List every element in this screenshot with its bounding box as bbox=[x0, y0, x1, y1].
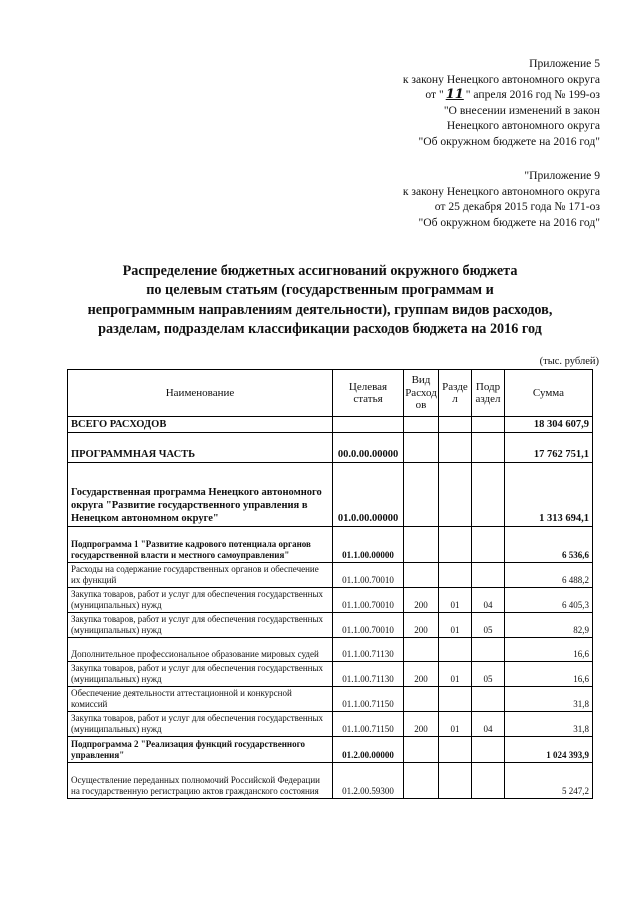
cell-sum: 1 024 393,9 bbox=[505, 737, 593, 763]
cell-target: 01.1.00.00000 bbox=[333, 527, 404, 563]
cell-target: 00.0.00.00000 bbox=[333, 433, 404, 463]
header-section: Разде л bbox=[439, 370, 472, 417]
table-row bbox=[68, 712, 593, 737]
cell-target: 01.2.00.00000 bbox=[333, 737, 404, 763]
cell-expense-type bbox=[404, 737, 439, 763]
cell-expense-type bbox=[404, 417, 439, 433]
cell-name: ВСЕГО РАСХОДОВ bbox=[68, 417, 333, 433]
cell-target: 01.1.00.70010 bbox=[333, 563, 404, 588]
cell-sum: 18 304 607,9 bbox=[505, 417, 593, 433]
cell-name: Закупка товаров, работ и услуг для обеспечения государственных (муниципальных) нужд bbox=[68, 662, 333, 687]
table-row bbox=[68, 687, 593, 712]
cell-sum: 6 536,6 bbox=[505, 527, 593, 563]
title-line2: по целевым статьям (государственным программам и bbox=[146, 282, 494, 299]
table-row bbox=[68, 563, 593, 588]
table-row bbox=[68, 763, 593, 799]
cell-expense-type bbox=[404, 638, 439, 662]
cell-section bbox=[439, 417, 472, 433]
appendix-9-header bbox=[403, 168, 600, 230]
appendix-5-line4: "О внесении изменений в закон bbox=[443, 103, 600, 117]
cell-sum: 17 762 751,1 bbox=[505, 433, 593, 463]
cell-name: Осуществление переданных полномочий Российской Федерации на государственную регистрацию актов гражданского состояния bbox=[68, 763, 333, 799]
title-line1: Распределение бюджетных ассигнований окружного бюджета bbox=[122, 263, 518, 279]
table-row bbox=[68, 662, 593, 687]
table-row bbox=[68, 433, 593, 463]
cell-subsection bbox=[472, 737, 505, 763]
cell-expense-type: 200 bbox=[404, 613, 439, 638]
cell-sum: 31,8 bbox=[505, 712, 593, 737]
cell-section bbox=[439, 638, 472, 662]
cell-subsection bbox=[472, 527, 505, 563]
cell-section bbox=[439, 433, 472, 463]
cell-sum: 1 313 694,1 bbox=[505, 463, 593, 527]
cell-name: Закупка товаров, работ и услуг для обеспечения государственных (муниципальных) нужд bbox=[68, 712, 333, 737]
appendix-5-line2: к закону Ненецкого автономного округа bbox=[402, 72, 600, 86]
cell-subsection bbox=[472, 433, 505, 463]
cell-target: 01.1.00.71130 bbox=[333, 638, 404, 662]
cell-name: Закупка товаров, работ и услуг для обеспечения государственных (муниципальных) нужд bbox=[68, 588, 333, 613]
units-label: (тыс. рублей) bbox=[539, 356, 599, 367]
cell-sum: 5 247,2 bbox=[505, 763, 593, 799]
appendix-5-header bbox=[403, 56, 600, 149]
cell-expense-type: 200 bbox=[404, 588, 439, 613]
cell-expense-type: 200 bbox=[404, 662, 439, 687]
cell-sum: 6 405,3 bbox=[505, 588, 593, 613]
appendix-9-line1: "Приложение 9 bbox=[524, 169, 600, 182]
cell-target: 01.1.00.70010 bbox=[333, 613, 404, 638]
cell-sum: 82,9 bbox=[505, 613, 593, 638]
header-subsection: Подр аздел bbox=[472, 370, 505, 417]
cell-name: ПРОГРАММНАЯ ЧАСТЬ bbox=[68, 433, 333, 463]
cell-name: Подпрограмма 1 "Развитие кадрового потенциала органов государственной власти и местного самоуправления" bbox=[68, 527, 333, 563]
cell-expense-type bbox=[404, 687, 439, 712]
table-body bbox=[68, 417, 593, 799]
header-sum: Сумма bbox=[505, 370, 593, 417]
cell-subsection: 04 bbox=[472, 712, 505, 737]
cell-section: 01 bbox=[439, 613, 472, 638]
cell-section bbox=[439, 527, 472, 563]
appendix-9-line2: к закону Ненецкого автономного округа bbox=[402, 184, 600, 198]
cell-expense-type bbox=[404, 463, 439, 527]
cell-name: Обеспечение деятельности аттестационной и конкурсной комиссий bbox=[68, 687, 333, 712]
cell-name: Дополнительное профессиональное образование мировых судей bbox=[68, 638, 333, 662]
cell-expense-type bbox=[404, 527, 439, 563]
cell-section bbox=[439, 737, 472, 763]
cell-target: 01.2.00.59300 bbox=[333, 763, 404, 799]
cell-section bbox=[439, 463, 472, 527]
table-row bbox=[68, 638, 593, 662]
cell-subsection bbox=[472, 687, 505, 712]
cell-section bbox=[439, 687, 472, 712]
cell-name: Подпрограмма 2 "Реализация функций государственного управления" bbox=[68, 737, 333, 763]
cell-expense-type bbox=[404, 563, 439, 588]
cell-sum: 16,6 bbox=[505, 638, 593, 662]
title-line3: непрограммным направлениям деятельности), группам видов расходов, bbox=[87, 301, 553, 318]
cell-target: 01.1.00.70010 bbox=[333, 588, 404, 613]
appendix-5-line1: Приложение 5 bbox=[529, 57, 600, 70]
cell-section: 01 bbox=[439, 712, 472, 737]
table-header-row bbox=[68, 370, 593, 417]
document-title bbox=[40, 262, 600, 339]
cell-subsection bbox=[472, 638, 505, 662]
header-name: Наименование bbox=[68, 370, 333, 417]
cell-name: Расходы на содержание государственных органов и обеспечение их функций bbox=[68, 563, 333, 588]
table-row bbox=[68, 463, 593, 527]
table-row bbox=[68, 737, 593, 763]
appendix-5-line5: Ненецкого автономного округа bbox=[446, 119, 600, 132]
appendix-5-line3-prefix: от " bbox=[425, 88, 444, 101]
cell-target: 01.1.00.71150 bbox=[333, 712, 404, 737]
header-target: Целевая статья bbox=[333, 370, 404, 417]
appendix-9-line3: от 25 декабря 2015 года № 171-оз bbox=[434, 200, 600, 213]
cell-name: Государственная программа Ненецкого автономного округа "Развитие государственного управления в Ненецком автономном округе" bbox=[68, 463, 333, 527]
table-row bbox=[68, 588, 593, 613]
appendix-5-line3 bbox=[403, 87, 600, 103]
table-row bbox=[68, 613, 593, 638]
appendix-9-line4: "Об окружном бюджете на 2016 год" bbox=[418, 215, 600, 229]
cell-name: Закупка товаров, работ и услуг для обеспечения государственных (муниципальных) нужд bbox=[68, 613, 333, 638]
cell-subsection: 04 bbox=[472, 588, 505, 613]
cell-section: 01 bbox=[439, 588, 472, 613]
table-row bbox=[68, 527, 593, 563]
cell-subsection bbox=[472, 763, 505, 799]
header-expense-type: Вид Расход ов bbox=[404, 370, 439, 417]
cell-expense-type bbox=[404, 433, 439, 463]
appendix-5-line3-suffix: " апреля 2016 год № 199-оз bbox=[465, 88, 600, 101]
cell-section: 01 bbox=[439, 662, 472, 687]
cell-subsection bbox=[472, 417, 505, 433]
cell-subsection: 05 bbox=[472, 613, 505, 638]
title-line4: разделам, подразделам классификации расходов бюджета на 2016 год bbox=[98, 320, 542, 337]
cell-expense-type bbox=[404, 763, 439, 799]
cell-target: 01.1.00.71130 bbox=[333, 662, 404, 687]
cell-subsection bbox=[472, 563, 505, 588]
cell-sum: 6 488,2 bbox=[505, 563, 593, 588]
cell-sum: 31,8 bbox=[505, 687, 593, 712]
cell-section bbox=[439, 763, 472, 799]
cell-target: 01.1.00.71150 bbox=[333, 687, 404, 712]
cell-subsection bbox=[472, 463, 505, 527]
cell-subsection: 05 bbox=[472, 662, 505, 687]
cell-target: 01.0.00.00000 bbox=[333, 463, 404, 527]
cell-expense-type: 200 bbox=[404, 712, 439, 737]
cell-sum: 16,6 bbox=[505, 662, 593, 687]
table-row bbox=[68, 417, 593, 433]
appendix-5-handwritten-day: 11 bbox=[445, 87, 464, 102]
budget-table bbox=[67, 369, 593, 799]
appendix-5-line6: "Об окружном бюджете на 2016 год" bbox=[418, 134, 600, 148]
cell-target bbox=[333, 417, 404, 433]
cell-section bbox=[439, 563, 472, 588]
